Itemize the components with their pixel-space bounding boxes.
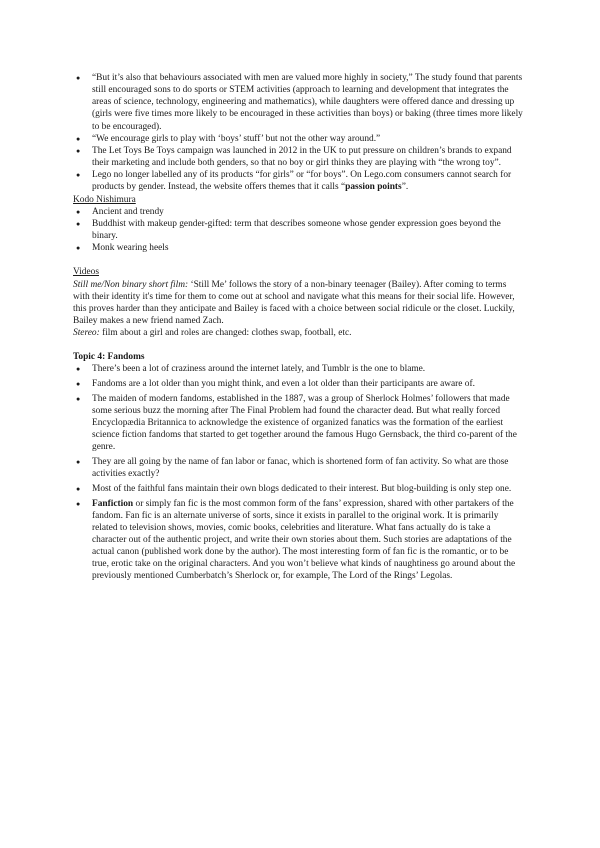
passion-points-bold: passion points <box>345 182 402 193</box>
fanfiction-bold: Fanfiction <box>92 498 134 509</box>
topic4-heading: Topic 4: Fandoms <box>73 352 145 363</box>
kodo-list <box>73 206 525 255</box>
kodo-heading: Kodo Nishimura <box>73 194 136 205</box>
list-item: ● “But it’s also that behaviours associated with men are valued more highly in society,” The study found that parents still encouraged sons to do sports or STEM activities (approach to learning and development that integrates the areas of science, technology, engineering and mathematics), while daughters were offered dance and dressing up (girls were five times more likely to be encouraged in these activities than boys) or baking (three times more likely to be encouraged). <box>73 72 525 133</box>
list-item: ● There’s been a lot of craziness around the internet lately, and Tumblr is the one to blame. <box>73 363 525 375</box>
fandoms-list <box>73 363 525 582</box>
list-item: ● Lego no longer labelled any of its products “for girls” or “for boys”. On Lego.com consumers cannot search for products by gender. Instead, the website offers themes that it calls “passion points”. <box>73 169 525 193</box>
list-item: ● “We encourage girls to play with ‘boys’ stuff’ but not the other way around.” <box>73 133 525 145</box>
gender-bullet-list <box>73 72 525 194</box>
document-content <box>73 72 525 585</box>
list-item: ● Ancient and trendy <box>73 206 525 218</box>
list-item: ● They are all going by the name of fan labor or fanac, which is shortened form of fan activity. So what are those activities exactly? <box>73 456 525 480</box>
list-item: ● Buddhist with makeup gender-gifted: term that describes someone whose gender expression goes beyond the binary. <box>73 218 525 242</box>
list-item: ● Monk wearing heels <box>73 242 525 254</box>
list-item: ● Fandoms are a lot older than you might think, and even a lot older than their participants are aware of. <box>73 378 525 390</box>
list-item: ● The Let Toys Be Toys campaign was launched in 2012 in the UK to put pressure on children’s brands to expand their marketing and include both genders, so that no boy or girl thinks they are playing with “the wrong toy”. <box>73 145 525 169</box>
list-item: ● Fanfiction or simply fan fic is the most common form of the fans’ expression, shared with other partakers of the fandom. Fan fic is an alternate universe of sorts, since it exists in parallel to the original work. It is primarily related to television shows, movies, comic books, celebrities and literature. What fans actually do is take a character out of the authentic project, and write their own stories about them. Such stories are adaptations of the actual canon (published work done by the author). The most interesting form of fan fic is the romantic, or to be true, erotic take on the original characters. And you won’t believe what kinds of naughtiness go around about the previously mentioned Cumberbatch’s Sherlock or, for example, The Lord of the Rings’ Legolas. <box>73 498 525 583</box>
video-stereo: Stereo: film about a girl and roles are changed: clothes swap, football, etc. <box>73 328 352 339</box>
list-item: ● The maiden of modern fandoms, established in the 1887, was a group of Sherlock Holmes’ followers that made some serious buzz the morning after The Final Problem had found the character dead. But what really forced Encyclopædia Britannica to acknowledge the existence of organized fanatics was the formation of the earliest science fiction fandoms that started to get together around the famous Hugo Gernsback, the third co-parent of the genre. <box>73 393 525 454</box>
videos-heading: Videos <box>73 267 99 278</box>
video-still-me: Still me/Non binary short film: ‘Still Me’ follows the story of a non-binary teenager (Bailey). After coming to terms with their identity it's time for them to come out at school and navigate what this means for their social life. However, this proves harder than they anticipate and Bailey is faced with a choice between social ridicule or the closet. Luckily, Bailey makes a new friend named Zach. <box>73 279 515 326</box>
list-item: ● Most of the faithful fans maintain their own blogs dedicated to their interest. But blog-building is only step one. <box>73 483 525 495</box>
